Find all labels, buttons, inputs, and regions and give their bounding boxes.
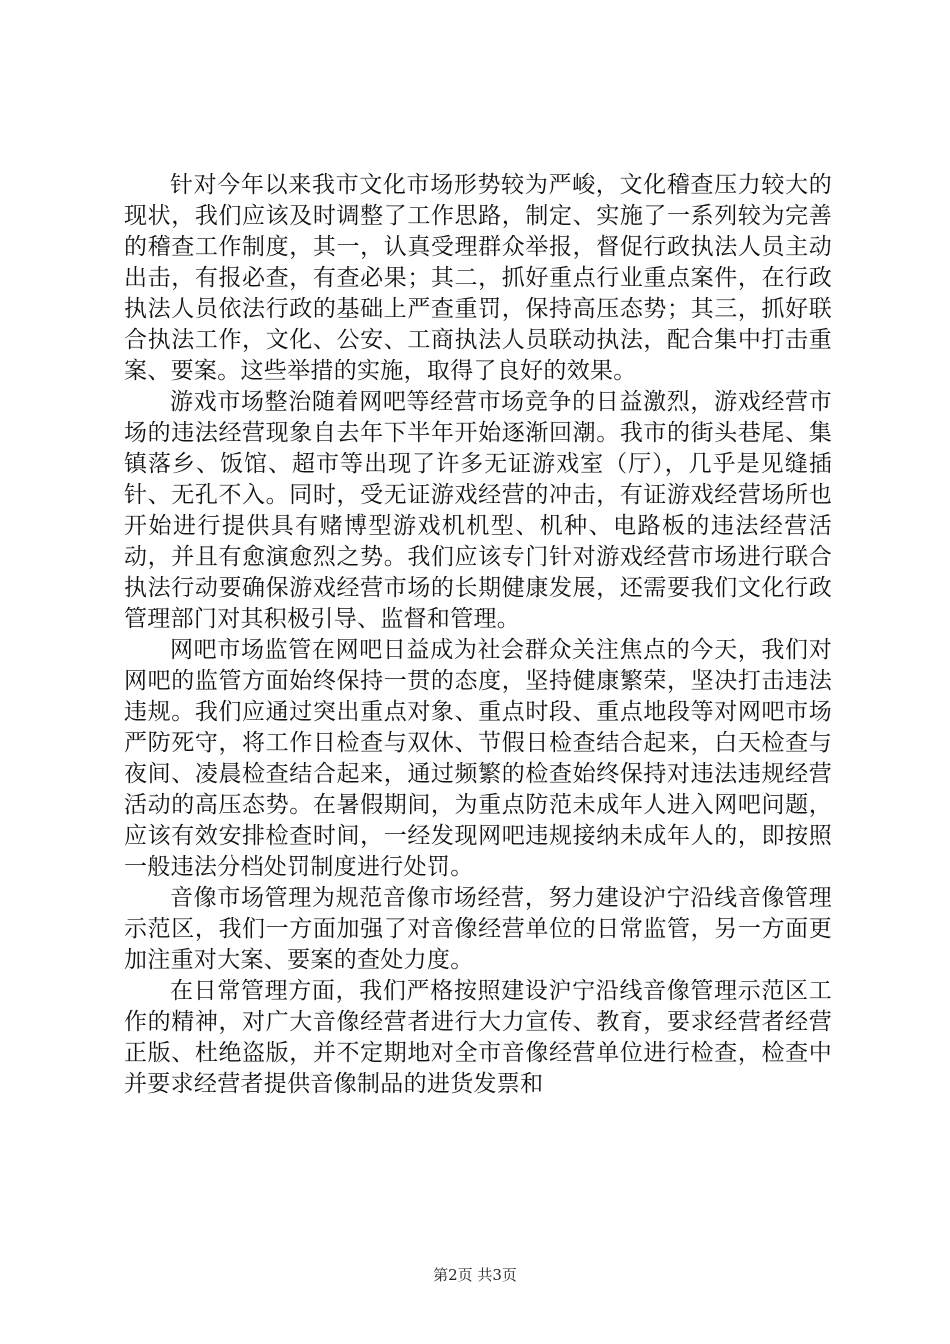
paragraph-internet-cafe: 网吧市场监管在网吧日益成为社会群众关注焦点的今天，我们对网吧的监管方面始终保持一贯的态度，坚持健康繁荣，坚决打击违法违规。我们应通过突出重点对象、重点时段、重点地段等对网吧市场严防死守，将工作日检查与双休、节假日检查结合起来，白天检查与夜间、凌晨检查结合起来，通过频繁的检查始终保持对违法违规经营活动的高压态势。在暑假期间，为重点防范未成年人进入网吧问题，应该有效安排检查时间，一经发现网吧违规接纳未成年人的，即按照一般违法分档处罚制度进行处罚。	[124, 637, 832, 880]
page-number-footer: 第2页 共3页	[433, 1266, 517, 1284]
paragraph-daily-management: 在日常管理方面，我们严格按照建设沪宁沿线音像管理示范区工作的精神，对广大音像经营者进行大力宣传、教育，要求经营者经营正版、杜绝盗版，并不定期地对全市音像经营单位进行检查，检查中并要求经营者提供音像制品的进货发票和	[124, 978, 832, 1097]
paragraph-game-market: 游戏市场整治随着网吧等经营市场竞争的日益激烈，游戏经营市场的违法经营现象自去年下半年开始逐渐回潮。我市的街头巷尾、集镇落乡、饭馆、超市等出现了许多无证游戏室（厅），几乎是见缝插针、无孔不入。同时，受无证游戏经营的冲击，有证游戏经营场所也开始进行提供具有赌博型游戏机机型、机种、电路板的违法经营活动，并且有愈演愈烈之势。我们应该专门针对游戏经营市场进行联合执法行动要确保游戏经营市场的长期健康发展，还需要我们文化行政管理部门对其积极引导、监督和管理。	[124, 389, 832, 632]
document-body	[124, 170, 832, 1100]
paragraph-audio-video-market: 音像市场管理为规范音像市场经营，努力建设沪宁沿线音像管理示范区，我们一方面加强了对音像经营单位的日常监管，另一方面更加注重对大案、要案的查处力度。	[124, 885, 832, 973]
paragraph-culture-inspection: 针对今年以来我市文化市场形势较为严峻，文化稽查压力较大的现状，我们应该及时调整了工作思路，制定、实施了一系列较为完善的稽查工作制度，其一，认真受理群众举报，督促行政执法人员主动出击，有报必查，有查必果；其二，抓好重点行业重点案件，在行政执法人员依法行政的基础上严查重罚，保持高压态势；其三，抓好联合执法工作，文化、公安、工商执法人员联动执法，配合集中打击重案、要案。这些举措的实施，取得了良好的效果。	[124, 172, 832, 384]
